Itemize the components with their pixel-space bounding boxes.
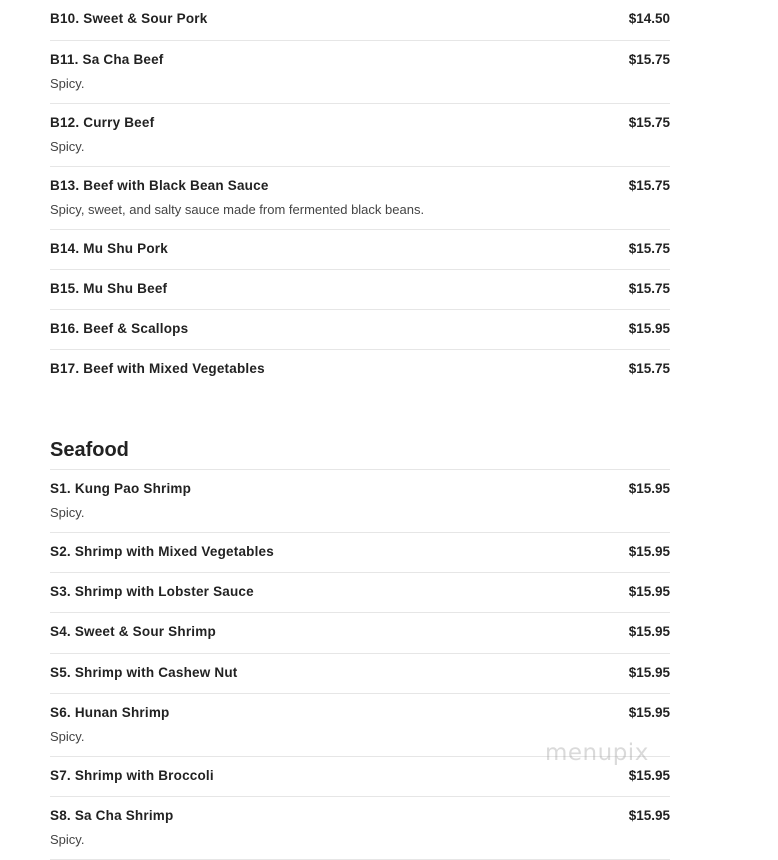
item-price: $15.95	[628, 704, 670, 720]
item-price: $15.95	[628, 808, 670, 824]
item-price: $14.50	[628, 11, 670, 26]
item-description: Spicy.	[50, 75, 85, 91]
item-price: $15.95	[628, 664, 670, 680]
item-name: S4. Sweet & Sour Shrimp	[50, 624, 216, 640]
section-title: Seafood	[50, 438, 129, 461]
item-price: $15.95	[628, 767, 670, 783]
item-name: S8. Sa Cha Shrimp	[50, 808, 174, 824]
menu-item	[50, 167, 670, 230]
item-name: B10. Sweet & Sour Pork	[50, 11, 208, 26]
menu-list	[50, 0, 670, 860]
menu-item	[50, 470, 670, 533]
item-description: Spicy, sweet, and salty sauce made from fermented black beans.	[50, 201, 425, 217]
menu-item	[50, 230, 670, 270]
menu-item	[50, 654, 670, 694]
item-name: S7. Shrimp with Broccoli	[50, 767, 214, 783]
item-price: $15.95	[628, 543, 670, 559]
item-name: B16. Beef & Scallops	[50, 321, 189, 337]
menu-item	[50, 797, 670, 860]
menu-item	[50, 533, 670, 573]
menu-item	[50, 41, 670, 104]
item-name: S1. Kung Pao Shrimp	[50, 480, 192, 496]
item-name: B15. Mu Shu Beef	[50, 280, 168, 296]
menu-item	[50, 270, 670, 310]
item-price: $15.95	[628, 624, 670, 640]
item-name: B17. Beef with Mixed Vegetables	[50, 361, 265, 377]
menu-item	[50, 310, 670, 350]
item-price: $15.75	[628, 361, 670, 377]
item-price: $15.95	[628, 480, 670, 496]
item-price: $15.75	[628, 51, 670, 67]
menu-item	[50, 573, 670, 613]
item-price: $15.95	[628, 321, 670, 337]
section-heading	[50, 391, 670, 470]
menupix-watermark: menupix	[545, 740, 649, 766]
item-name: B11. Sa Cha Beef	[50, 51, 164, 67]
item-price: $15.75	[628, 280, 670, 296]
item-price: $15.75	[628, 240, 670, 256]
item-name: S6. Hunan Shrimp	[50, 704, 170, 720]
item-price: $15.75	[628, 114, 670, 130]
item-name: S3. Shrimp with Lobster Sauce	[50, 583, 254, 599]
menu-item	[50, 350, 670, 390]
menu-item	[50, 104, 670, 167]
item-price: $15.95	[628, 583, 670, 599]
item-name: S2. Shrimp with Mixed Vegetables	[50, 543, 274, 559]
item-description: Spicy.	[50, 832, 85, 848]
item-name: B14. Mu Shu Pork	[50, 240, 168, 256]
item-name: B13. Beef with Black Bean Sauce	[50, 177, 269, 193]
menu-item	[50, 613, 670, 653]
item-description: Spicy.	[50, 728, 85, 744]
item-name: S5. Shrimp with Cashew Nut	[50, 664, 238, 680]
item-price: $15.75	[628, 177, 670, 193]
item-description: Spicy.	[50, 138, 85, 154]
item-name: B12. Curry Beef	[50, 114, 155, 130]
item-description: Spicy.	[50, 504, 85, 520]
menu-item	[50, 0, 670, 41]
